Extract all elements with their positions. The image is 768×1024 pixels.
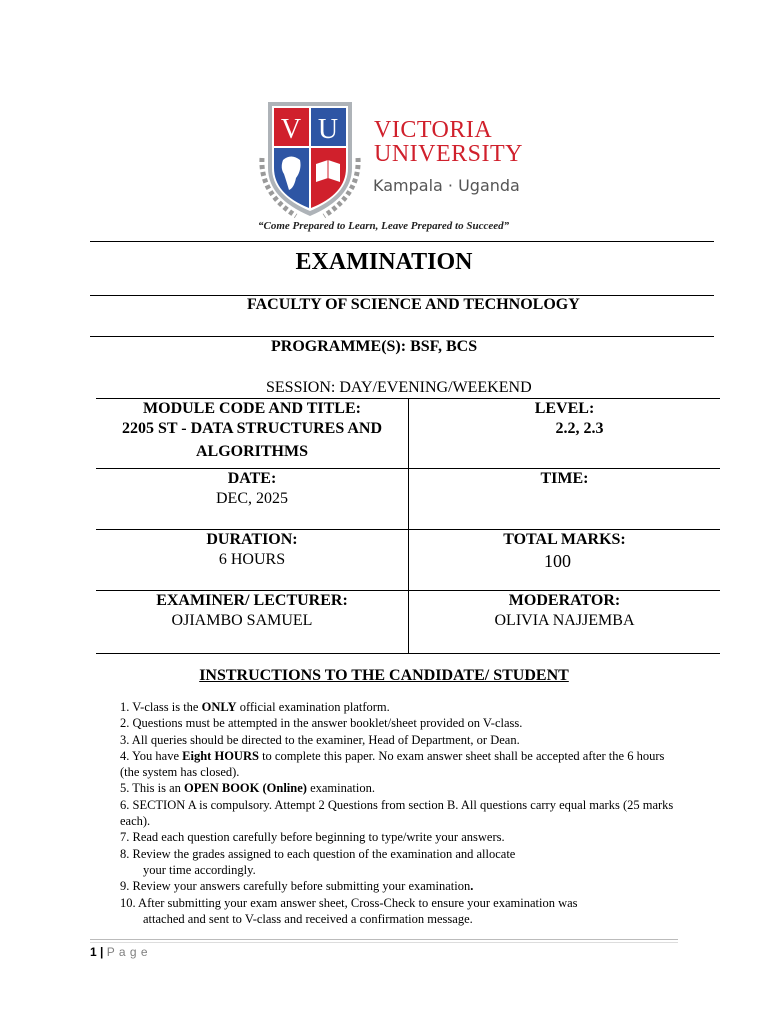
examiner-value: OJIAMBO SAMUEL — [171, 612, 313, 629]
list-item: 10. After submitting your exam answer sheet, Cross-Check to ensure your examination was — [120, 895, 578, 910]
instructions-list — [120, 699, 680, 927]
footer-divider — [90, 939, 678, 943]
page-word: P a g e — [106, 945, 149, 959]
date-label: DATE: — [227, 470, 277, 487]
list-item: 9. Review your answers carefully before submitting your examination. — [120, 879, 474, 894]
examiner-label: EXAMINER/ LECTURER: — [156, 592, 348, 609]
svg-text:V: V — [280, 114, 302, 145]
list-item: 7. Read each question carefully before beginning to type/write your answers. — [120, 830, 505, 845]
list-item-continued: your time accordingly. — [143, 862, 256, 877]
date-cell — [96, 469, 409, 530]
list-item: 6. SECTION A is compulsory. Attempt 2 Questions from section B. All questions carry equal marks (25 marks each). — [120, 797, 674, 829]
list-item: 3. All queries should be directed to the examiner, Head of Department, or Dean. — [120, 732, 520, 747]
session: SESSION: DAY/EVENING/WEEKEND — [266, 379, 532, 396]
module-label: MODULE CODE AND TITLE: — [143, 400, 361, 417]
moderator-value: OLIVIA NAJJEMBA — [494, 612, 635, 629]
marks-value: 100 — [544, 551, 571, 571]
university-logo — [256, 98, 546, 236]
time-label: TIME: — [540, 470, 589, 487]
list-item-continued: attached and sent to V-class and received a confirmation message. — [143, 911, 473, 926]
time-cell — [409, 469, 721, 530]
page-separator: | — [100, 945, 104, 959]
university-motto: “Come Prepared to Learn, Leave Prepared to Succeed” — [258, 220, 510, 232]
exam-details-table — [96, 398, 720, 654]
list-item: 8. Review the grades assigned to each question of the examination and allocate — [120, 846, 516, 861]
divider — [90, 241, 714, 242]
page-footer — [90, 945, 148, 959]
duration-label: DURATION: — [206, 531, 298, 548]
moderator-cell — [409, 591, 721, 654]
list-item: 1. V-class is the ONLY official examination platform. — [120, 700, 390, 714]
duration-cell — [96, 530, 409, 591]
instructions-heading: INSTRUCTIONS TO THE CANDIDATE/ STUDENT — [199, 667, 569, 684]
duration-value: 6 HOURS — [218, 551, 286, 568]
exam-title: EXAMINATION — [295, 249, 473, 275]
marks-label: TOTAL MARKS: — [503, 531, 626, 548]
list-item: 2. Questions must be attempted in the answer booklet/sheet provided on V-class. — [120, 716, 523, 731]
university-name-line2: UNIVERSITY — [374, 141, 523, 167]
faculty-name: FACULTY OF SCIENCE AND TECHNOLOGY — [247, 296, 580, 313]
level-label: LEVEL: — [534, 400, 595, 417]
crest-icon — [256, 98, 364, 220]
module-cell — [96, 399, 409, 469]
svg-text:U: U — [317, 114, 339, 145]
programme: PROGRAMME(S): BSF, BCS — [271, 338, 478, 355]
module-title-line2: ALGORITHMS — [195, 443, 308, 460]
page-number: 1 — [90, 945, 97, 959]
moderator-label: MODERATOR: — [508, 592, 621, 609]
date-value: DEC, 2025 — [216, 490, 288, 507]
list-item: 4. You have Eight HOURS to complete this paper. No exam answer sheet shall be accepted after the 6 hours (the system has closed). — [120, 748, 665, 780]
level-value: 2.2, 2.3 — [555, 420, 604, 437]
list-item: 5. This is an OPEN BOOK (Online) examination. — [120, 781, 375, 796]
university-name-line1: VICTORIA — [374, 117, 493, 143]
university-location: Kampala · Uganda — [373, 176, 520, 195]
examiner-cell — [96, 591, 409, 654]
level-cell — [409, 399, 721, 469]
divider — [90, 336, 714, 337]
marks-cell — [409, 530, 721, 591]
module-title-line1: 2205 ST - DATA STRUCTURES AND — [121, 420, 383, 437]
